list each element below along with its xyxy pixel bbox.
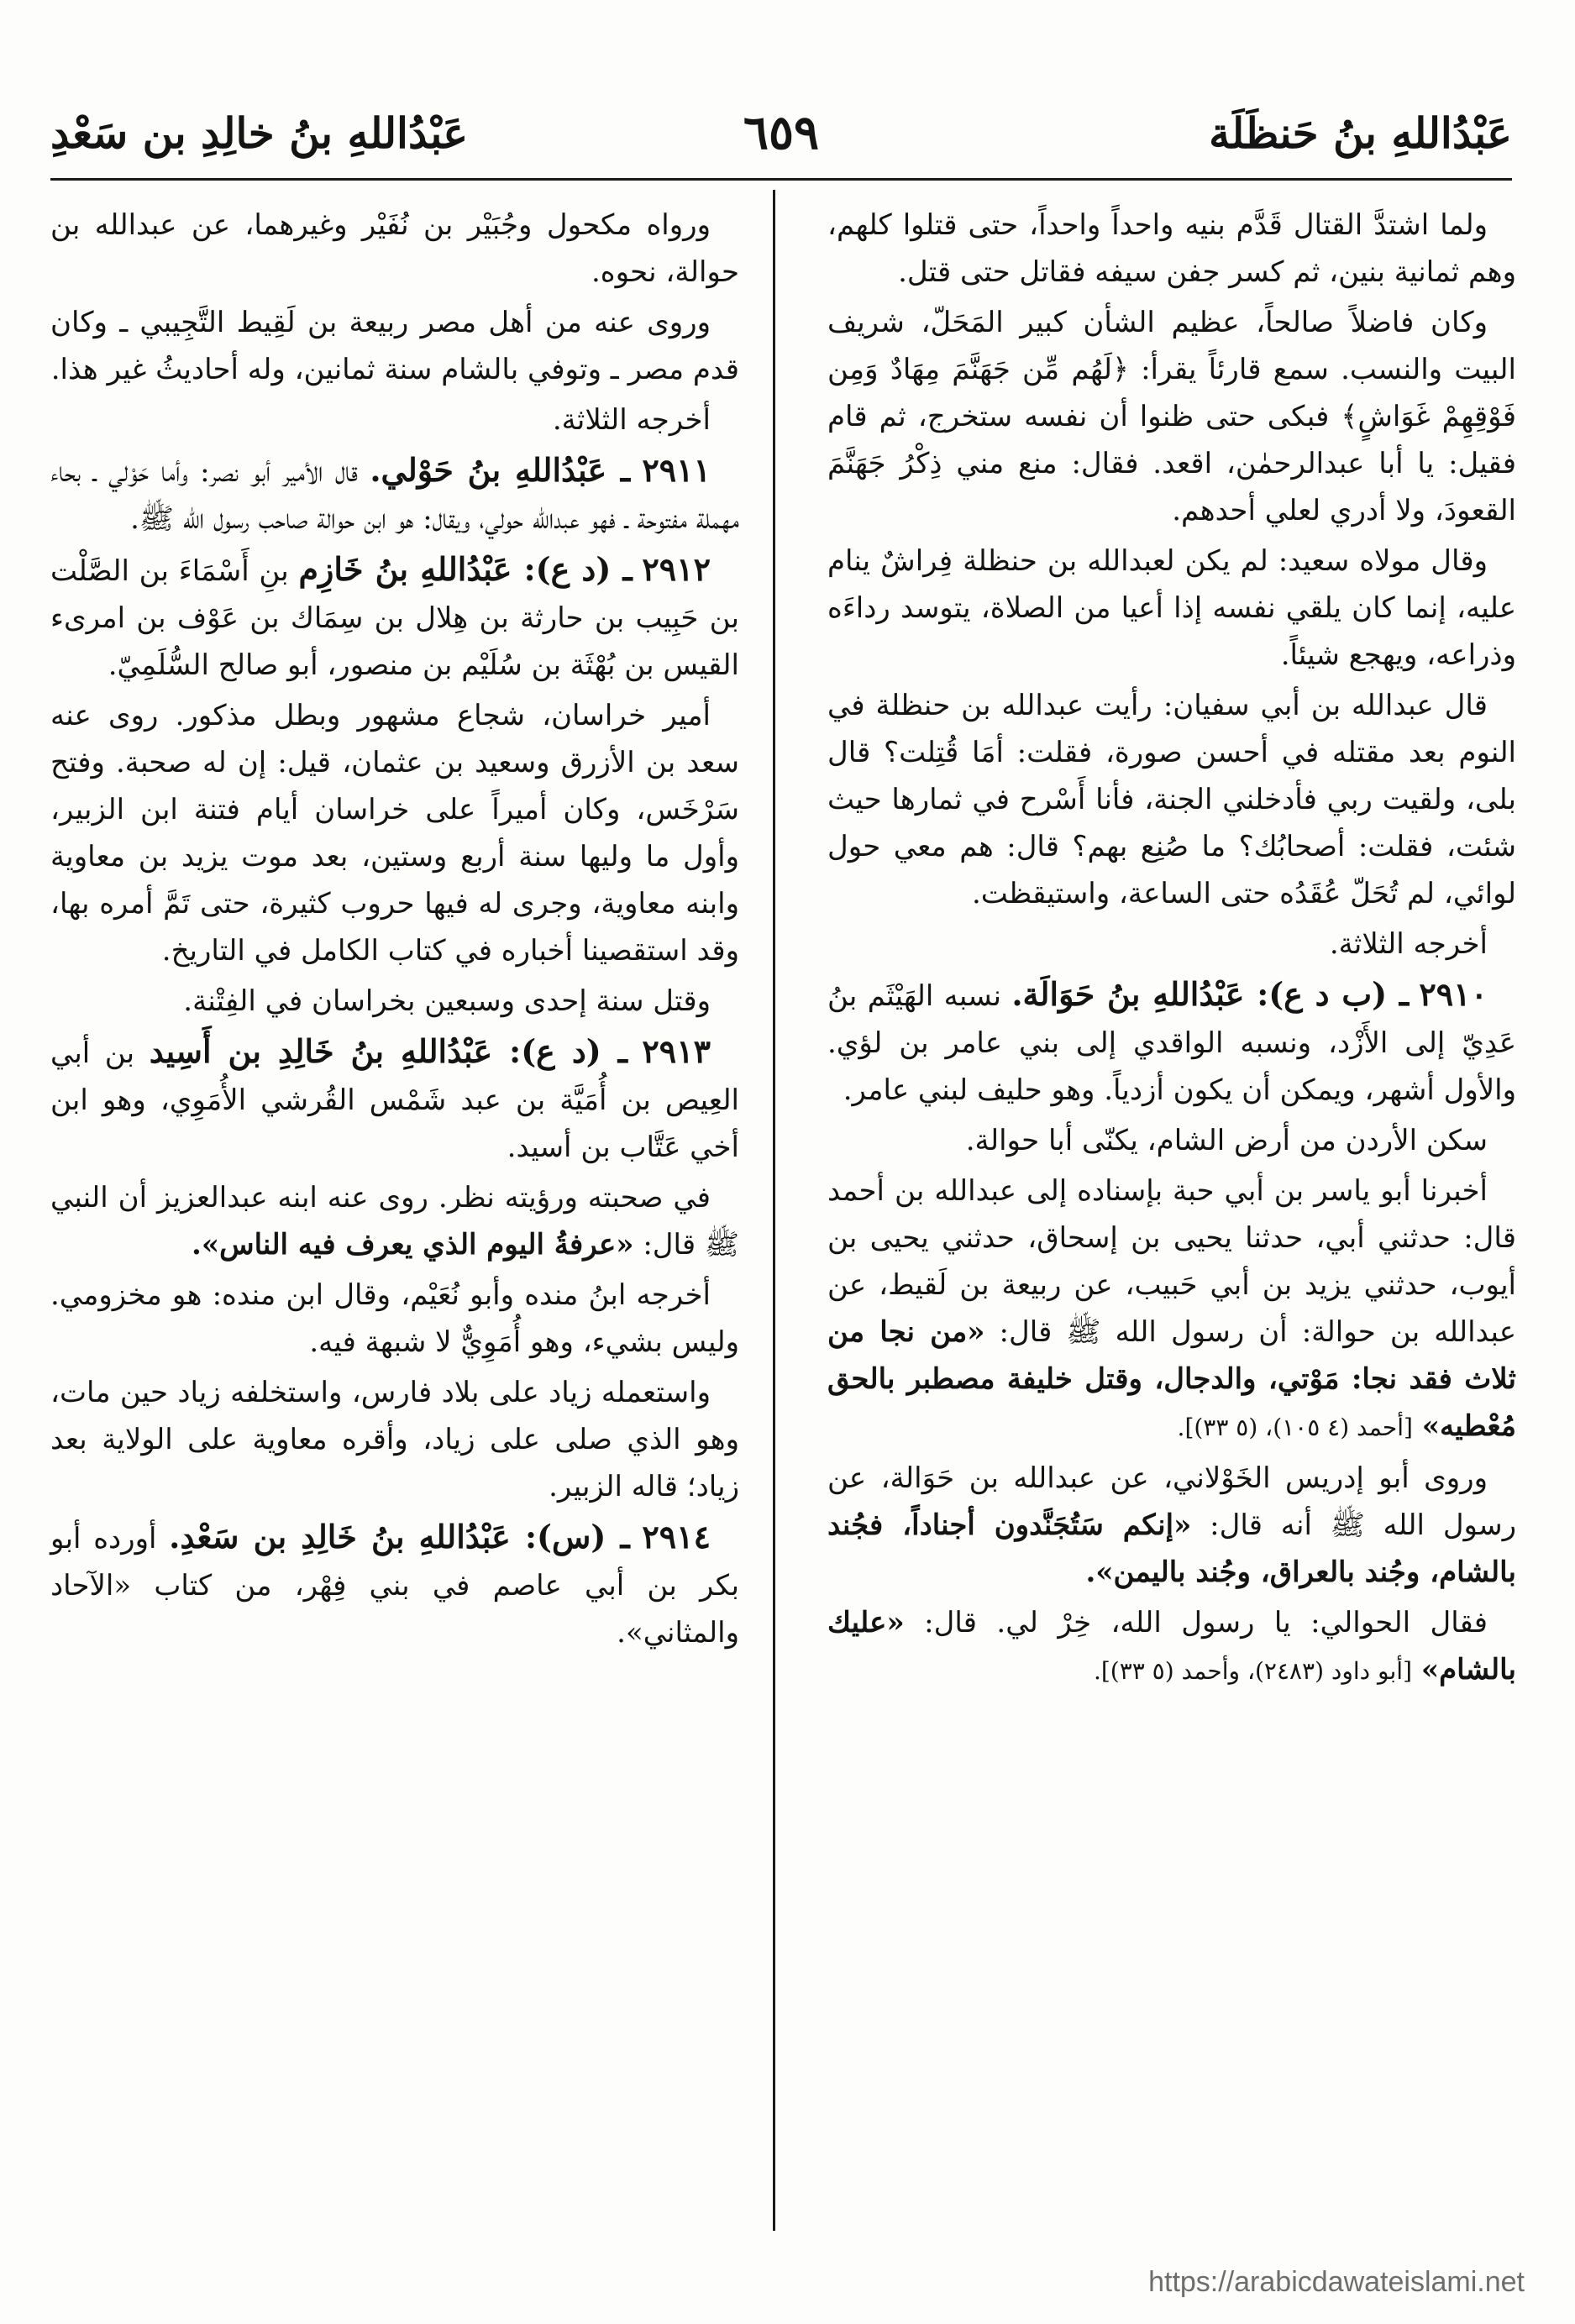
hadith-quote: «عرفةُ اليوم الذي يعرف فيه الناس». (191, 1228, 634, 1262)
hadith-quote: «إنكم سَتُجَنَّدون أجناداً، فجُند بالشام، وجُند بالعراق، وجُند باليمن». (827, 1508, 1516, 1589)
paragraph-text: وروى عنه من أهل مصر ربيعة بن لَقِيط التَّجِيبي ـ وكان قدم مصر ـ وتوفي بالشام سنة ثمانين، وله أحاديثُ غير هذا. (50, 306, 739, 386)
paragraph-text: بن أبي العِيص بن أُمَيَّة بن عبد شَمْس القُرشي الأُمَوِي، وهو ابن أخي عَتَّاب بن أسيد. (50, 1036, 739, 1164)
text-paragraph (827, 202, 1516, 296)
paragraph-text: أمير خراسان، شجاع مشهور وبطل مذكور. روى عنه سعد بن الأزرق وسعيد بن عثمان، قيل: إن له صحبة. وفتح سَرْخَس، وكان أميراً على خراسان أيام فتنة ابن الزبير، وأول ما وليها سنة أربع وستين، بعد موت يزيد بن معاوية وابنه معاوية، وجرى له فيها حروب كثيرة، حتى تَمَّ أمره بها، وقد استقصينا أخباره في كتاب الكامل في التاريخ. (50, 699, 739, 968)
paragraph-text: أخرجه ابنُ منده وأبو نُعَيْم، وقال ابن منده: هو مخزومي. وليس بشيء، وهو أُمَوِيٌّ لا شبهة فيه. (50, 1278, 739, 1359)
text-paragraph (827, 682, 1516, 917)
running-head-right: عَبْدُاللهِ بنُ حَنظَلَة (1209, 108, 1512, 158)
entry-paragraph (50, 546, 739, 689)
text-paragraph (50, 978, 739, 1025)
column-divider (773, 190, 775, 2231)
paragraph-text: وقال مولاه سعيد: لم يكن لعبدالله بن حنظلة فِراشٌ ينام عليه، إنما كان يلقي نفسه إذا أعيا من الصلاة، يتوسد رداءَه وذراعه، ويهجع شيئاً. (827, 544, 1516, 672)
text-paragraph (827, 538, 1516, 679)
entry-paragraph (50, 447, 739, 543)
paragraph-text: وروى أبو إدريس الخَوْلاني، عن عبدالله بن حَوَالة، عن رسول الله ﷺ أنه قال: (827, 1461, 1516, 1542)
paragraph-text: سكن الأردن من أرض الشام، يكنّى أبا حوالة. (965, 1124, 1488, 1157)
text-paragraph (827, 1117, 1516, 1164)
paragraph-text: بنِ أَسْمَاءَ بن الصَّلْت بن حَبِيب بن حارثة بن هِلال بن سِمَاك بن عَوْف بن امرىء القيس بن بُهْثَة بن سُلَيْم بن منصور، أبو صالح السُّلَمِيّ. (50, 554, 739, 682)
paragraph-text: أخرجه الثلاثة. (552, 403, 711, 437)
entry-heading: ـ (د ع): عَبْدُاللهِ بنُ خَالِدِ بن أَسِيد (149, 1032, 627, 1070)
entry-paragraph (50, 1513, 739, 1656)
paragraph-text: ولما اشتدَّ القتال قَدَّم بنيه واحداً واحداً، حتى قتلوا كلهم، وهم ثمانية بنين، ثم كسر جفن سيفه فقاتل حتى قتل. (827, 208, 1516, 289)
entry-paragraph (50, 1028, 739, 1171)
entry-paragraph (827, 971, 1516, 1114)
text-paragraph (827, 1455, 1516, 1596)
watermark-url: https://arabicdawateislami.net (1148, 2266, 1525, 2298)
right-column (827, 202, 1516, 1698)
text-paragraph (50, 1174, 739, 1268)
hadith-quote: «عليك بالشام» (827, 1606, 1516, 1687)
text-paragraph (827, 299, 1516, 534)
text-paragraph (50, 299, 739, 393)
text-paragraph (50, 1272, 739, 1366)
paragraph-text: أخبرنا أبو ياسر بن أبي حبة بإسناده إلى عبدالله بن أحمد قال: حدثني أبي، حدثنا يحيى بن إسحاق، حدثني يحيى بن أيوب، حدثني يزيد بن أبي حَبيب، عن ربيعة بن لَقيط، عن عبدالله بن حوالة: أن رسول الله ﷺ قال: (827, 1174, 1516, 1349)
paragraph-text: فقال الحوالي: يا رسول الله، خِرْ لي. قال: (924, 1606, 1488, 1639)
paragraph-text: واستعمله زياد على بلاد فارس، واستخلفه زياد حين مات، وهو الذي صلى على زياد، وأقره معاوية على الولاية بعد زياد؛ قاله الزبير. (50, 1376, 739, 1503)
paragraph-text: في صحبته ورؤيته نظر. روى عنه ابنه عبدالعزيز أن النبي ﷺ قال: (50, 1181, 739, 1262)
paragraph-text: وقتل سنة إحدى وسبعين بخراسان في الفِتْنة. (183, 984, 711, 1018)
paragraph-text: قال عبدالله بن أبي سفيان: رأيت عبدالله بن حنظلة في النوم بعد مقتله في أحسن صورة، فقلت: أمَا قُتِلت؟ قال بلى، ولقيت ربي فأدخلني الجنة، فأنا أَسْرح في ثمارها حيث شئت، فقلت: أصحابُك؟ ما صُنِع بهم؟ قال: هم معي حول لوائي، لم تُحَلّ عُقَدُه حتى الساعة، واستيقظت. (827, 689, 1516, 910)
hadith-quote: «من نجا من ثلاث فقد نجا: مَوْتي، والدجال، وقتل خليفة مصطبر بالحق مُعْطيه» (827, 1315, 1516, 1443)
entry-number: ٢٩١٠ (1419, 975, 1488, 1013)
paragraph-text: نسبه الهَيْثَم بنُ عَدِيّ إلى الأَزْد، ونسبه الواقدي إلى بني عامر بن لؤي. والأول أشهر، ويمكن أن يكون أزدياً. وهو حليف لبني عامر. (827, 979, 1516, 1107)
entry-number: ٢٩١٤ (642, 1518, 711, 1555)
page-header (50, 92, 1512, 173)
entry-heading: ـ عَبْدُاللهِ بنُ حَوْلي. (370, 451, 631, 489)
header-rule (50, 178, 1512, 181)
text-paragraph (50, 202, 739, 296)
running-head-left: عَبْدُاللهِ بنُ خالِدِ بن سَعْدِ (50, 108, 469, 158)
text-paragraph (50, 396, 739, 443)
entry-number: ٢٩١٣ (642, 1032, 711, 1070)
entry-heading: ـ (س): عَبْدُاللهِ بنُ خَالِدِ بن سَعْدِ. (169, 1518, 630, 1555)
text-paragraph (50, 1369, 739, 1510)
left-column (50, 202, 739, 1660)
entry-heading: ـ (ب د ع): عَبْدُاللهِ بنُ حَوَالَة. (1011, 975, 1410, 1013)
text-paragraph (827, 1167, 1516, 1451)
paragraph-text: قال الأمير أبو نصر: وأما حَوْلي ـ بحاء مهملة مفتوحة ـ فهو عبدالله حولي، ويقال: هو ابن حوالة صاحب رسول الله ﷺ. (50, 455, 739, 536)
text-paragraph (827, 1599, 1516, 1695)
page-number: ٦٥٩ (743, 105, 820, 160)
source-reference: [أحمد (٤ ١٠٥)، (٥ ٣٣)]. (1177, 1414, 1413, 1441)
paragraph-text: ورواه مكحول وجُبَيْر بن نُفَيْر وغيرهما، عن عبدالله بن حوالة، نحوه. (50, 208, 739, 289)
paragraph-text: وكان فاضلاً صالحاً، عظيم الشأن كبير المَحَلّ، شريف البيت والنسب. سمع قارئاً يقرأ: ﴿لَهُم مِّن جَهَنَّمَ مِهَادٌ وَمِن فَوْقِهِمْ غَوَاشٍ﴾ فبكى حتى ظنوا أن نفسه ستخرج، ثم قام فقيل: يا أبا عبدالرحمٰن، اقعد. فقال: منع مني ذِكْرُ جَهَنَّمَ القعودَ، ولا أدري لعلي أحدهم. (827, 306, 1516, 527)
entry-number: ٢٩١٢ (642, 550, 711, 588)
entry-number: ٢٩١١ (642, 451, 711, 489)
paragraph-text: أخرجه الثلاثة. (1329, 927, 1488, 961)
text-paragraph (50, 692, 739, 974)
source-reference: [أبو داود (٢٤٨٣)، وأحمد (٥ ٣٣)]. (1093, 1657, 1412, 1685)
paragraph-text: أورده أبو بكر بن أبي عاصم في بني فِهْر، من كتاب «الآحاد والمثاني». (50, 1522, 739, 1650)
entry-heading: ـ (د ع): عَبْدُاللهِ بنُ خَازِم (298, 550, 633, 588)
text-paragraph (827, 921, 1516, 968)
